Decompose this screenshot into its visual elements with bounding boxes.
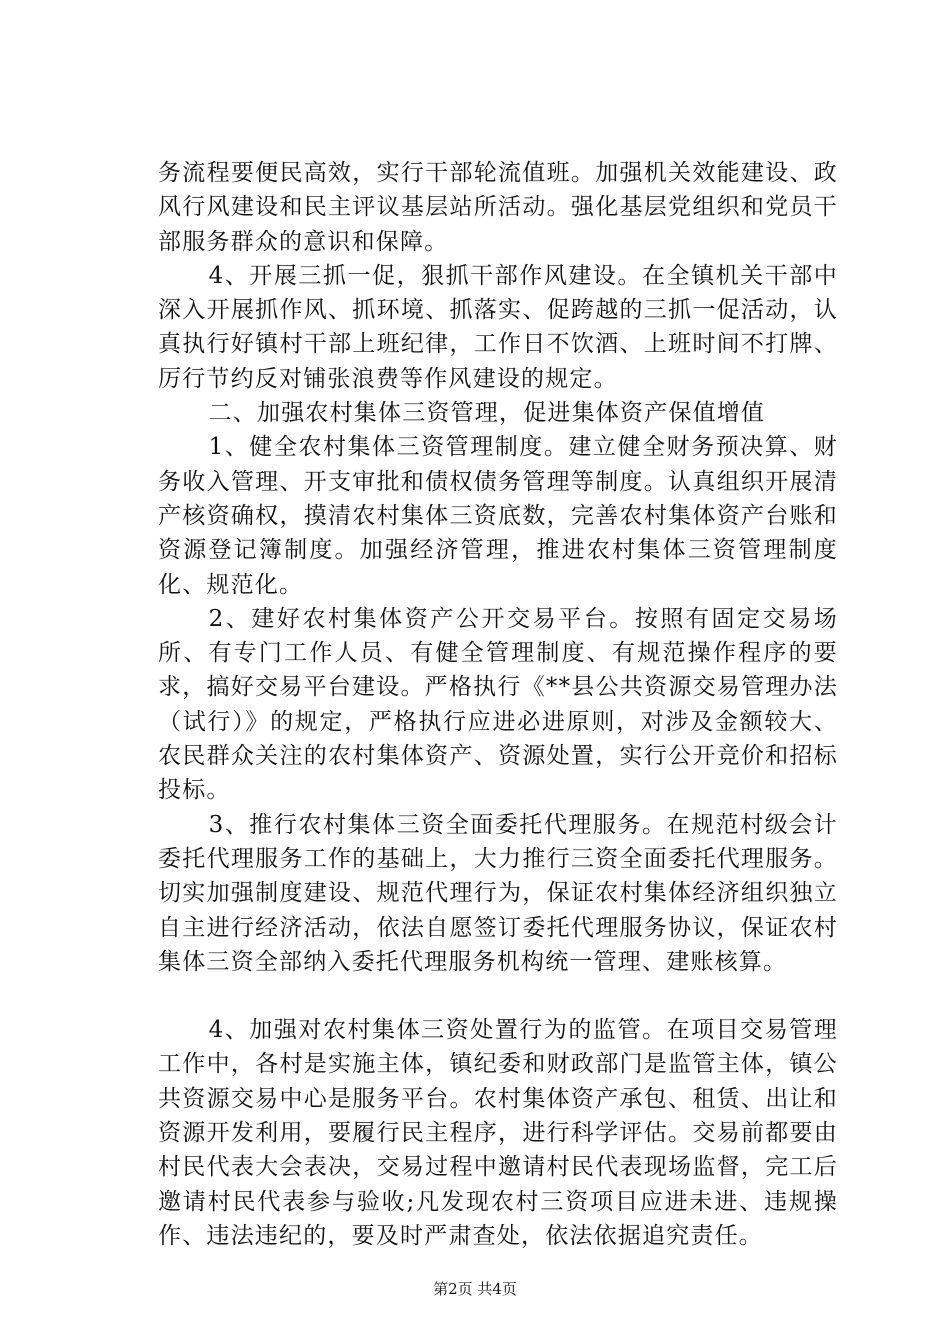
paragraph-item-4-cadre-style: 4、开展三抓一促，狠抓干部作风建设。在全镇机关干部中深入开展抓作风、抓环境、抓落实、促跨越的三抓一促活动，认真执行好镇村干部上班纪律，工作日不饮酒、上班时间不打牌、厉行节约反对铺张浪费等作风建设的规定。 <box>158 262 838 392</box>
page-number-footer: 第2页 共4页 <box>433 1280 517 1298</box>
paragraph-item-2-trading-platform: 2、建好农村集体资产公开交易平台。按照有固定交易场所、有专门工作人员、有健全管理制度、有规范操作程序的要求，搞好交易平台建设。严格执行《**县公共资源交易管理办法（试行）》的规定，严格执行应进必进原则，对涉及金额较大、农民群众关注的农村集体资产、资源处置，实行公开竞价和招标投标。 <box>158 605 838 804</box>
paragraph-item-1-management-system: 1、健全农村集体三资管理制度。建立健全财务预决算、财务收入管理、开支审批和债权债务管理等制度。认真组织开展清产核资确权，摸清农村集体三资底数，完善农村集体资产台账和资源登记簿制度。加强经济管理，推进农村集体三资管理制度化、规范化。 <box>158 434 838 598</box>
paragraph-continuation: 务流程要便民高效，实行干部轮流值班。加强机关效能建设、政风行风建设和民主评议基层站所活动。强化基层党组织和党员干部服务群众的意识和保障。 <box>158 160 838 255</box>
paragraph-item-4-supervision: 4、加强对农村集体三资处置行为的监管。在项目交易管理工作中，各村是实施主体，镇纪委和财政部门是监管主体，镇公共资源交易中心是服务平台。农村集体资产承包、租赁、出让和资源开发利用，要履行民主程序，进行科学评估。交易前都要由村民代表大会表决，交易过程中邀请村民代表现场监督，完工后邀请村民代表参与验收;凡发现农村三资项目应进未进、违规操作、违法违纪的，要及时严肃查处，依法依据追究责任。 <box>158 1017 838 1249</box>
section-heading-collective-assets: 二、加强农村集体三资管理，促进集体资产保值增值 <box>208 400 766 427</box>
document-body <box>158 156 838 1253</box>
paragraph-item-3-agency-service: 3、推行农村集体三资全面委托代理服务。在规范村级会计委托代理服务工作的基础上，大力推行三资全面委托代理服务。切实加强制度建设、规范代理行为，保证农村集体经济组织独立自主进行经济活动，依法自愿签订委托代理服务协议，保证农村集体三资全部纳入委托代理服务机构统一管理、建账核算。 <box>158 811 838 975</box>
